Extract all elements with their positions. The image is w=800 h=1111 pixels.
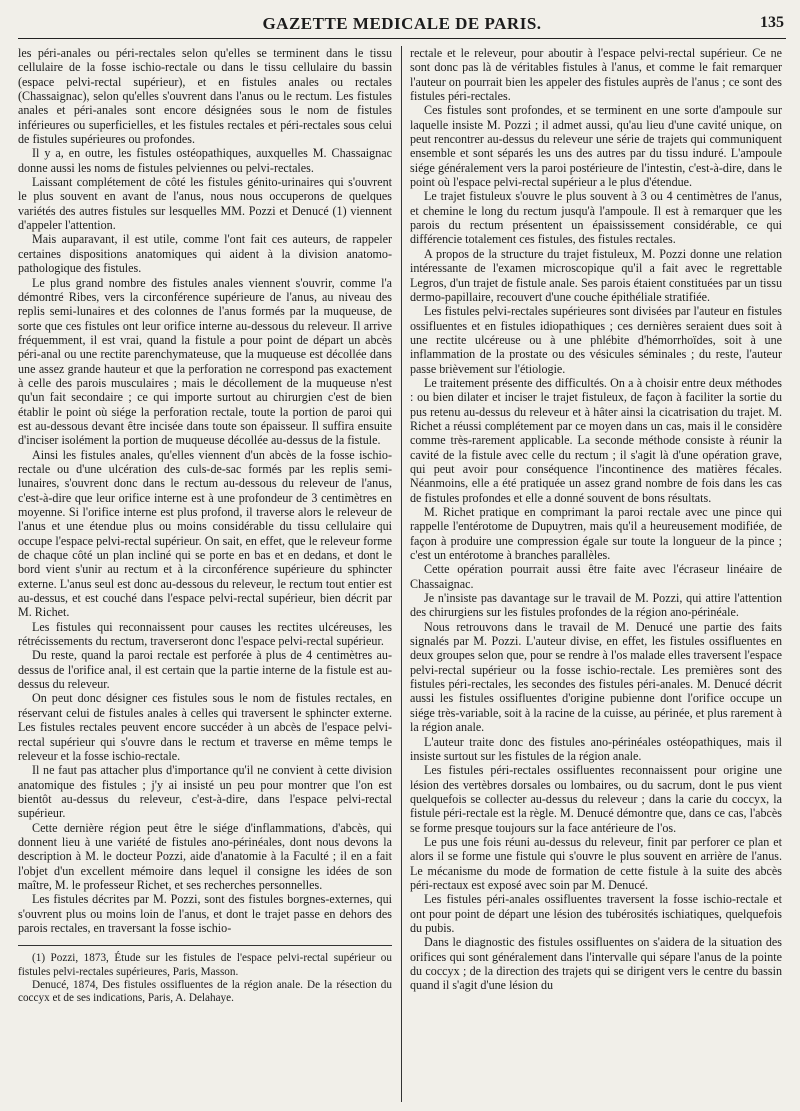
paragraph: Le pus une fois réuni au-dessus du releveur, finit par perforer ce plan et alors il se forme une fistule qui s'ouvre le plus souvent en arrière de l'anus. Le mécanisme du mode de formation de cette fistule à la suite des abcès péri-rectaux est exposé avec soin par M. Denucé. — [410, 834, 782, 892]
paragraph: Cette opération pourrait aussi être faite avec l'écraseur linéaire de Chassaignac. — [410, 562, 782, 591]
paragraph: Cette dernière région peut être le siége d'inflammations, d'abcès, qui donnent lieu à une variété de fistules ano-périnéales, dont nous devons la description à M. le docteur Pozzi, aide d'anatomie à la Faculté ; il en a fait l'objet d'un excellent mémoire dans lequel il consigne les idées de son maître, M. le professeur Richet, et ses recherches personnelles. — [18, 820, 392, 892]
page-header — [18, 8, 786, 39]
paragraph: Je n'insiste pas davantage sur le travail de M. Pozzi, qui attire l'attention des chirurgiens sur les fistules profondes de la région ano-périnéale. — [410, 591, 782, 620]
paragraph: Mais auparavant, il est utile, comme l'ont fait ces auteurs, de rappeler certaines dispositions anatomiques qui aident à la division anatomo-pathologique des fistules. — [18, 232, 392, 276]
paragraph: On peut donc désigner ces fistules sous le nom de fistules rectales, en réservant celui de fistules anales à celles qui traversent le sphincter externe. Les fistules rectales peuvent encore succéder à un abcès de l'espace pelvi-rectal supérieur qui s'ouvre dans le rectum et traverse en même temps le releveur et la fosse ischio-rectale. — [18, 691, 392, 763]
paragraph: M. Richet pratique en comprimant la paroi rectale avec une pince qui rappelle l'entérotome de Dupuytren, mais qu'il a heureusement modifiée, de façon à produire une compression égale sur toute la longueur de la pince ; c'est un entérotome à branches parallèles. — [410, 505, 782, 563]
left-column — [18, 46, 392, 1102]
paragraph: Il ne faut pas attacher plus d'importance qu'il ne convient à cette division anatomique des fistules ; j'y ai insisté un peu pour montrer que l'on est bientôt au-dessus du releveur, c'est-à-dire, dans l'espace pelvi-rectal supérieur. — [18, 763, 392, 821]
paragraph: Le plus grand nombre des fistules anales viennent s'ouvrir, comme l'a démontré Ribes, vers la circonférence supérieure de l'anus, au niveau des replis semi-lunaires et des colonnes de l'anus formés par la muqueuse, de sorte que ces fistules ont leur orifice interne au-dessous du releveur. Il arrive fréquemment, il est vrai, quand la fistule a pour point de départ un abcès péri-anal ou une rectite parenchymateuse, que la muqueuse est décollée dans une assez grande hauteur et que la perforation ne correspond pas exactement à celle des parois musculaires ; mais le décollement de la muqueuse n'est qu'un fait secondaire ; ce qui importe surtout au chirurgien c'est de bien établir le point où siége la perforation rectale, toute la portion de paroi qui est au-dessous devant être incisée dans toute son épaisseur. Il suffira ensuite d'inciser isolément la portion de muqueuse décollée au-dessus de la fistule. — [18, 275, 392, 448]
paragraph: Ainsi les fistules anales, qu'elles viennent d'un abcès de la fosse ischio-rectale ou d'une ulcération des culs-de-sac formés par les replis semi-lunaires, s'ouvrent donc dans le rectum au-dessous du releveur de l'anus, c'est-à-dire que leur orifice interne est à une profondeur de 3 centimètres en moyenne. Si l'orifice interne est plus profond, il traverse alors le releveur de l'anus et une étendue plus ou moins considérable du tissu cellulaire qui occupe l'espace pelvi-rectal supérieur. On sait, en effet, que le releveur forme de chaque côté un plan incliné qui se porte en bas et en dedans, et dont le bord vient s'unir au rectum et à la circonférence supérieure du sphincter externe. L'anus seul est donc au-dessous du releveur, le rectum tout entier est au-dessus, et est couché dans l'espace pelvi-rectal supérieur, bien décrit par M. Richet. — [18, 447, 392, 620]
paragraph: Le traitement présente des difficultés. On a à choisir entre deux méthodes : ou bien dilater et inciser le trajet fistuleux, de façon à faciliter la sortie du pus retenu au-dessus du releveur et à hâter ainsi la cicatrisation du trajet. M. Richet a réussi complétement par ce moyen dans un cas, mais il le considère comme très-rarement applicable. La seconde méthode consiste à réunir la cavité de la fistule avec celle du rectum ; il s'agit là d'une opération grave, qui peut avoir pour conséquence l'incontinence des matières fécales. Néanmoins, elle a été pratiquée un assez grand nombre de fois dans les cas de fistules profondes et elle a donné souvent de bons résultats. — [410, 375, 782, 505]
paragraph: Du reste, quand la paroi rectale est perforée à plus de 4 centimètres au-dessus de l'orifice anal, il est certain que la partie interne de la fistule est au-dessus du releveur. — [18, 648, 392, 692]
paragraph: rectale et le releveur, pour aboutir à l'espace pelvi-rectal supérieur. Ce ne sont donc pas là de véritables fistules à l'anus, et comme le fait remarquer l'auteur on pourrait bien les appeler des fistules auprès de l'anus ; ce sont des fistules péri-rectales. — [410, 46, 782, 104]
paragraph: Le trajet fistuleux s'ouvre le plus souvent à 3 ou 4 centimètres de l'anus, et chemine le long du rectum jusqu'à l'ampoule. Il est à remarquer que les parois du rectum présentent un épaississement considérable, ce qui différencie totalement ces fistules, des fistules rectales. — [410, 189, 782, 247]
paragraph: L'auteur traite donc des fistules ano-périnéales ostéopathiques, mais il insiste surtout sur les fistules de la région anale. — [410, 734, 782, 763]
right-column — [410, 46, 782, 1102]
paragraph: Les fistules péri-anales ossifluentes traversent la fosse ischio-rectale et ont pour point de départ une lésion des tubérosités ischiatiques, quelquefois du pubis. — [410, 892, 782, 935]
paragraph: Il y a, en outre, les fistules ostéopathiques, auxquelles M. Chassaignac donne aussi les noms de fistules pelviennes ou pelvi-rectales. — [18, 146, 392, 175]
journal-title: GAZETTE MEDICALE DE PARIS. — [262, 14, 542, 33]
paragraph: Les fistules décrites par M. Pozzi, sont des fistules borgnes-externes, qui s'ouvrent plus ou moins loin de l'anus, et dont le trajet passe en dehors des parois rectales, en traversant la fosse ischio- — [18, 892, 392, 935]
paragraph: Dans le diagnostic des fistules ossifluentes on s'aidera de la situation des orifices qui sont généralement dans l'intervalle qui sépare l'anus de la pointe du coccyx ; de la direction des trajets qui se dirigent vers le centre du bassin quand il s'agit d'une lésion du — [410, 935, 782, 993]
paragraph: Ces fistules sont profondes, et se terminent en une sorte d'ampoule sur laquelle insiste M. Pozzi ; il admet aussi, qu'au lieu d'une cavité unique, on peut rencontrer au-dessus du releveur une série de trajets qui communiquent ensemble et sont séparés les uns des autres par du tissu induré. L'ampoule siége généralement vers la paroi postérieure de l'intestin, c'est-à-dire, dans le point où l'espace pelvi-rectal supérieur a le plus d'étendue. — [410, 103, 782, 190]
paragraph: A propos de la structure du trajet fistuleux, M. Pozzi donne une relation intéressante de l'examen microscopique qu'il a fait avec le regrettable Legros, d'un trajet de fistule anale. Ses parois étaient constituées par un tissu dermo-papillaire, recouvert d'une couche épithéliale stratifiée. — [410, 246, 782, 304]
footnotes — [18, 945, 392, 1005]
footnote: (1) Pozzi, 1873, Étude sur les fistules de l'espace pelvi-rectal supérieur ou fistules pelvi-rectales supérieures, Paris, Masson. — [18, 952, 392, 978]
paragraph: Laissant complétement de côté les fistules génito-urinaires qui s'ouvrent le plus souvent en avant de l'anus, nous nous occuperons de quelques variétés des autres fistules sur lesquelles MM. Pozzi et Denucé (1) viennent d'appeler l'attention. — [18, 175, 392, 233]
page-number: 135 — [760, 14, 784, 31]
paragraph: Les fistules qui reconnaissent pour causes les rectites ulcéreuses, les rétrécissements du rectum, traverseront donc l'espace pelvi-rectal supérieur. — [18, 619, 392, 649]
paragraph: Les fistules pelvi-rectales supérieures sont divisées par l'auteur en fistules ossifluentes et en fistules idiopathiques ; ces dernières seraient dues soit à une rectite ulcéreuse ou à une phlébite d'hémorrhoïdes, soit à une inflammation de la prostate ou des vésicules séminales ; du reste, l'auteur passe brièvement sur l'étiologie. — [410, 304, 782, 376]
paragraph: Nous retrouvons dans le travail de M. Denucé une partie des faits signalés par M. Pozzi. L'auteur divise, en effet, les fistules ossifluentes en deux groupes selon que, pour se rendre à l'os malade elles traversent l'espace pelvi-rectal supérieur ou la fosse ischio-rectale. Les premières sont des fistules péri-rectales, les secondes des fistules péri-anales. M. Denucé décrit aussi les fistules ossifluentes d'origine pubienne dont l'orifice occupe un siége très-variable, soit à la racine de la cuisse, au périnée, et plus rarement à la région anale. — [410, 619, 782, 735]
column-divider — [401, 46, 402, 1102]
footnote: Denucé, 1874, Des fistules ossifluentes de la région anale. De la résection du coccyx et de ses indications, Paris, A. Delahaye. — [18, 978, 392, 1004]
paragraph: les péri-anales ou péri-rectales selon qu'elles se terminent dans le tissu cellulaire de la fosse ischio-rectale ou dans le tissu cellulaire du bassin (espace pelvi-rectal supérieur), et en fistules anales ou rectales (Chassaignac), selon qu'elles s'ouvrent dans l'anus ou le rectum. Les fistules anales et péri-anales sont encore désignées sous le nom de fistules inférieures ou superficielles, et les fistules rectales et péri-rectales sous celui de fistules supérieures ou profondes. — [18, 46, 392, 147]
paragraph: Les fistules péri-rectales ossifluentes reconnaissent pour origine une lésion des vertèbres dorsales ou lombaires, ou du sacrum, dont le pus vient quelquefois se collecter au-dessus du releveur ; dans la carie du coccyx, la fistule péri-rectale est la règle. M. Denucé démontre que, dans ce cas, l'abcès se forme presque toujours sur la face antérieure de l'os. — [410, 763, 782, 835]
